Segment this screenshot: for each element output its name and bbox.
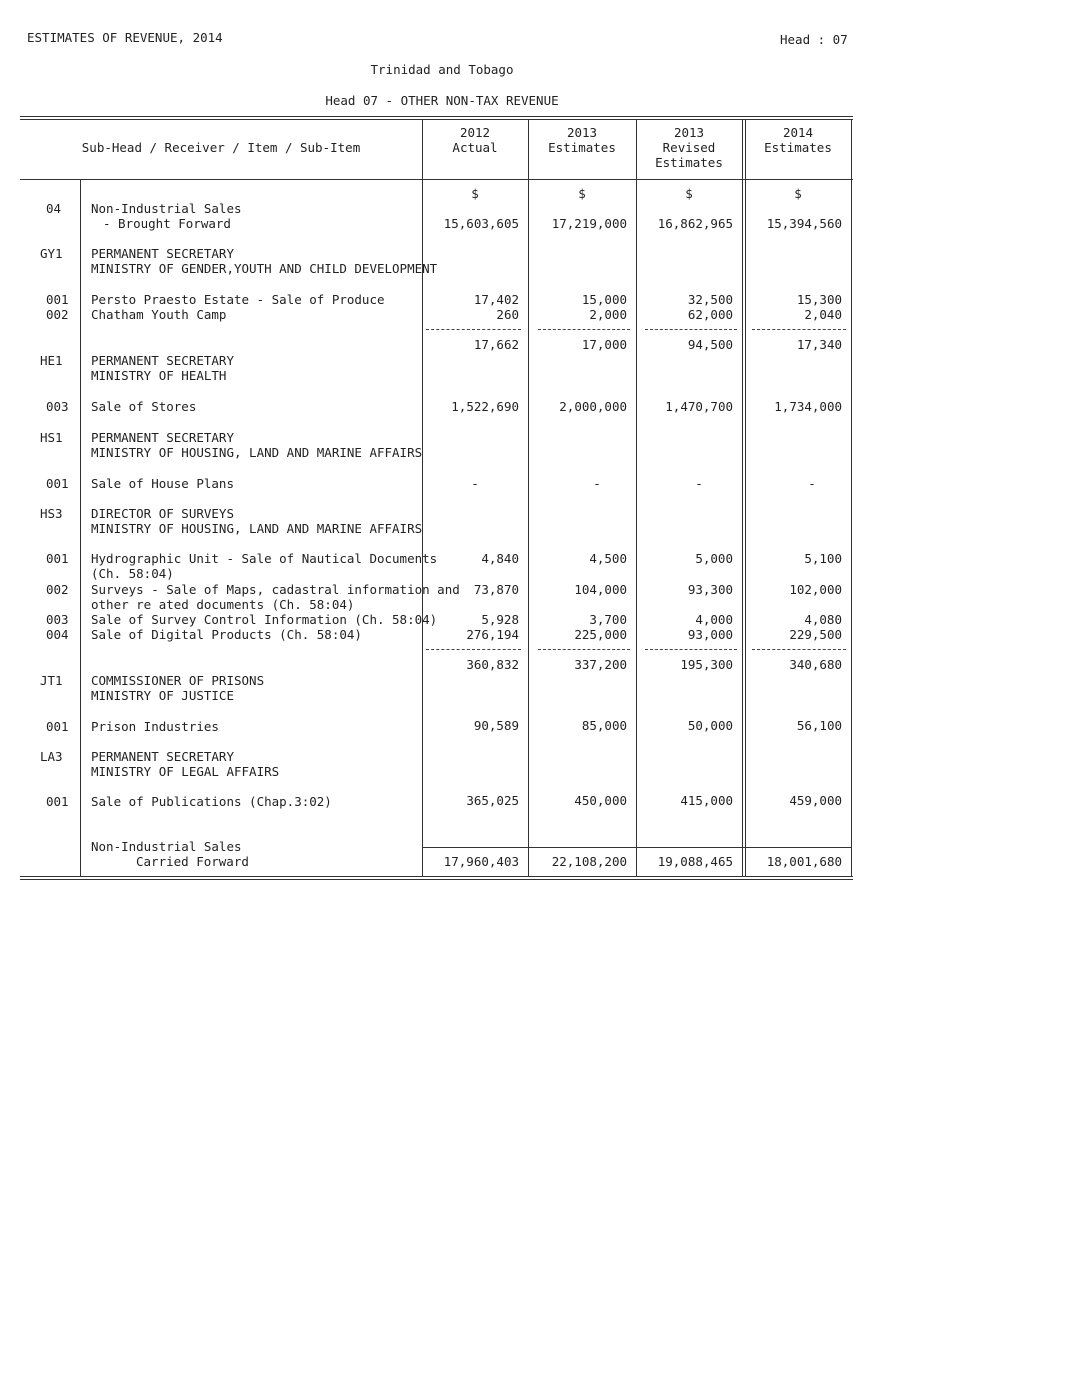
value-2014-est: 4,080 [804,612,842,627]
value-2013-rev: 62,000 [687,307,733,322]
total-2014-est: 18,001,680 [766,854,842,869]
head-number: Head : 07 [780,32,848,47]
total-2012: 17,960,403 [443,854,519,869]
item-code: 003 [46,612,69,627]
value-2012: 276,194 [466,627,519,642]
item-code: 002 [46,307,69,322]
value-2013-rev: 1,470,700 [665,399,733,414]
column-header-2012-actual: 2012 Actual [452,125,498,155]
subtotal-rule [645,649,737,650]
value-2012: 17,402 [473,292,519,307]
value-2014-est: 56,100 [796,718,842,733]
value-2013-rev: 4,000 [695,612,733,627]
table-top-rule-inner [20,119,853,120]
item-label: Sale of Digital Products (Ch. 58:04) [91,627,362,642]
value-2012: - [471,476,479,491]
value-2014-est: 2,040 [804,307,842,322]
subtotal-rule [752,649,846,650]
table-bottom-rule-inner [20,879,853,880]
subtotal-2013-rev: 195,300 [680,657,733,672]
value-2013-est: - [593,476,601,491]
table-row: Non-Industrial Sales - Brought Forward [91,201,242,231]
item-label: Persto Praesto Estate - Sale of Produce [91,292,385,307]
table-bottom-rule [20,876,853,877]
currency-symbol: $ [471,186,479,201]
table-top-rule [20,116,853,117]
receiver-heading: COMMISSIONER OF PRISONS MINISTRY OF JUSTICE [91,673,265,703]
value-2014-est: 229,500 [789,627,842,642]
document-header-left: ESTIMATES OF REVENUE, 2014 [27,30,223,45]
value-2014-est: 5,100 [804,551,842,566]
item-code: 004 [46,627,69,642]
value-2013-rev: 16,862,965 [657,216,733,231]
value-2013-rev: 5,000 [695,551,733,566]
subtotal-rule [752,329,846,330]
item-label: Sale of House Plans [91,476,234,491]
item-code: 001 [46,719,69,734]
value-2013-est: 450,000 [574,793,627,808]
head-title: Head 07 - OTHER NON-TAX REVENUE [325,93,559,108]
value-2013-est: 225,000 [574,627,627,642]
subtotal-rule [426,329,521,330]
receiver-heading: PERMANENT SECRETARY MINISTRY OF HOUSING, LAND AND MARINE AFFAIRS [91,430,423,460]
column-divider [742,119,743,876]
value-2013-est: 17,219,000 [551,216,627,231]
item-label: Sale of Publications (Chap.3:02) [91,794,332,809]
total-top-rule [422,847,851,848]
column-divider [745,119,746,876]
value-2013-rev: - [695,476,703,491]
value-2013-est: 4,500 [589,551,627,566]
subhead-code: 04 [46,201,62,216]
value-2014-est: 15,300 [796,292,842,307]
value-2013-rev: 50,000 [687,718,733,733]
value-2012: 15,603,605 [443,216,519,231]
subtotal-rule [426,649,521,650]
receiver-code: HE1 [40,353,63,368]
currency-symbol: $ [685,186,693,201]
value-2013-rev: 93,300 [687,582,733,597]
value-2014-est: 1,734,000 [774,399,842,414]
subtotal-2014-est: 17,340 [796,337,842,352]
receiver-code: GY1 [40,246,63,261]
value-2013-est: 104,000 [574,582,627,597]
receiver-heading: DIRECTOR OF SURVEYS MINISTRY OF HOUSING, LAND AND MARINE AFFAIRS [91,506,423,536]
table-right-border [851,119,852,876]
item-code: 002 [46,582,69,597]
item-label: Prison Industries [91,719,219,734]
value-2012: 260 [496,307,519,322]
column-divider [422,119,423,876]
value-2014-est: 459,000 [789,793,842,808]
item-label: Hydrographic Unit - Sale of Nautical Documents (Ch. 58:04) [91,551,438,581]
value-2013-est: 2,000 [589,307,627,322]
receiver-code: HS1 [40,430,63,445]
value-2013-rev: 93,000 [687,627,733,642]
subtotal-rule [538,329,630,330]
value-2013-est: 2,000,000 [559,399,627,414]
subtotal-2012: 17,662 [473,337,519,352]
receiver-heading: PERMANENT SECRETARY MINISTRY OF HEALTH [91,353,234,383]
item-code: 001 [46,551,69,566]
receiver-code: JT1 [40,673,63,688]
value-2012: 1,522,690 [451,399,519,414]
value-2013-rev: 415,000 [680,793,733,808]
subtotal-rule [645,329,737,330]
subtotal-2013-est: 17,000 [581,337,627,352]
total-2013-rev: 19,088,465 [657,854,733,869]
code-column-divider [80,179,81,876]
subtotal-2012: 360,832 [466,657,519,672]
column-divider [636,119,637,876]
currency-symbol: $ [578,186,586,201]
item-code: 001 [46,476,69,491]
description-column-header: Sub-Head / Receiver / Item / Sub-Item [81,140,361,155]
item-label: Sale of Stores [91,399,197,414]
column-header-2013-estimates: 2013 Estimates [548,125,616,155]
value-2012: 365,025 [466,793,519,808]
value-2013-est: 85,000 [581,718,627,733]
column-header-2014-estimates: 2014 Estimates [764,125,832,155]
value-2014-est: 102,000 [789,582,842,597]
item-label: Chatham Youth Camp [91,307,227,322]
column-header-2013-revised-estimates: 2013 Revised Estimates [655,125,723,170]
item-label: Sale of Survey Control Information (Ch. 58:04) [91,612,438,627]
carried-forward-label: Non-Industrial Sales Carried Forward [91,839,249,869]
subtotal-2013-rev: 94,500 [687,337,733,352]
value-2013-est: 3,700 [589,612,627,627]
currency-symbol: $ [794,186,802,201]
receiver-heading: PERMANENT SECRETARY MINISTRY OF GENDER,YOUTH AND CHILD DEVELOPMENT [91,246,438,276]
value-2014-est: - [808,476,816,491]
country-name: Trinidad and Tobago [370,62,514,77]
value-2012: 4,840 [481,551,519,566]
header-bottom-rule [20,179,853,180]
receiver-heading: PERMANENT SECRETARY MINISTRY OF LEGAL AFFAIRS [91,749,280,779]
item-code: 001 [46,292,69,307]
total-2013-est: 22,108,200 [551,854,627,869]
receiver-code: HS3 [40,506,63,521]
subtotal-rule [538,649,630,650]
value-2012: 90,589 [473,718,519,733]
subtotal-2013-est: 337,200 [574,657,627,672]
column-divider [528,119,529,876]
item-code: 003 [46,399,69,414]
value-2012: 5,928 [481,612,519,627]
value-2014-est: 15,394,560 [766,216,842,231]
item-code: 001 [46,794,69,809]
item-label: Surveys - Sale of Maps, cadastral information and other re ated documents (Ch. 58:04) [91,582,460,612]
value-2013-rev: 32,500 [687,292,733,307]
subtotal-2014-est: 340,680 [789,657,842,672]
value-2012: 73,870 [473,582,519,597]
receiver-code: LA3 [40,749,63,764]
value-2013-est: 15,000 [581,292,627,307]
